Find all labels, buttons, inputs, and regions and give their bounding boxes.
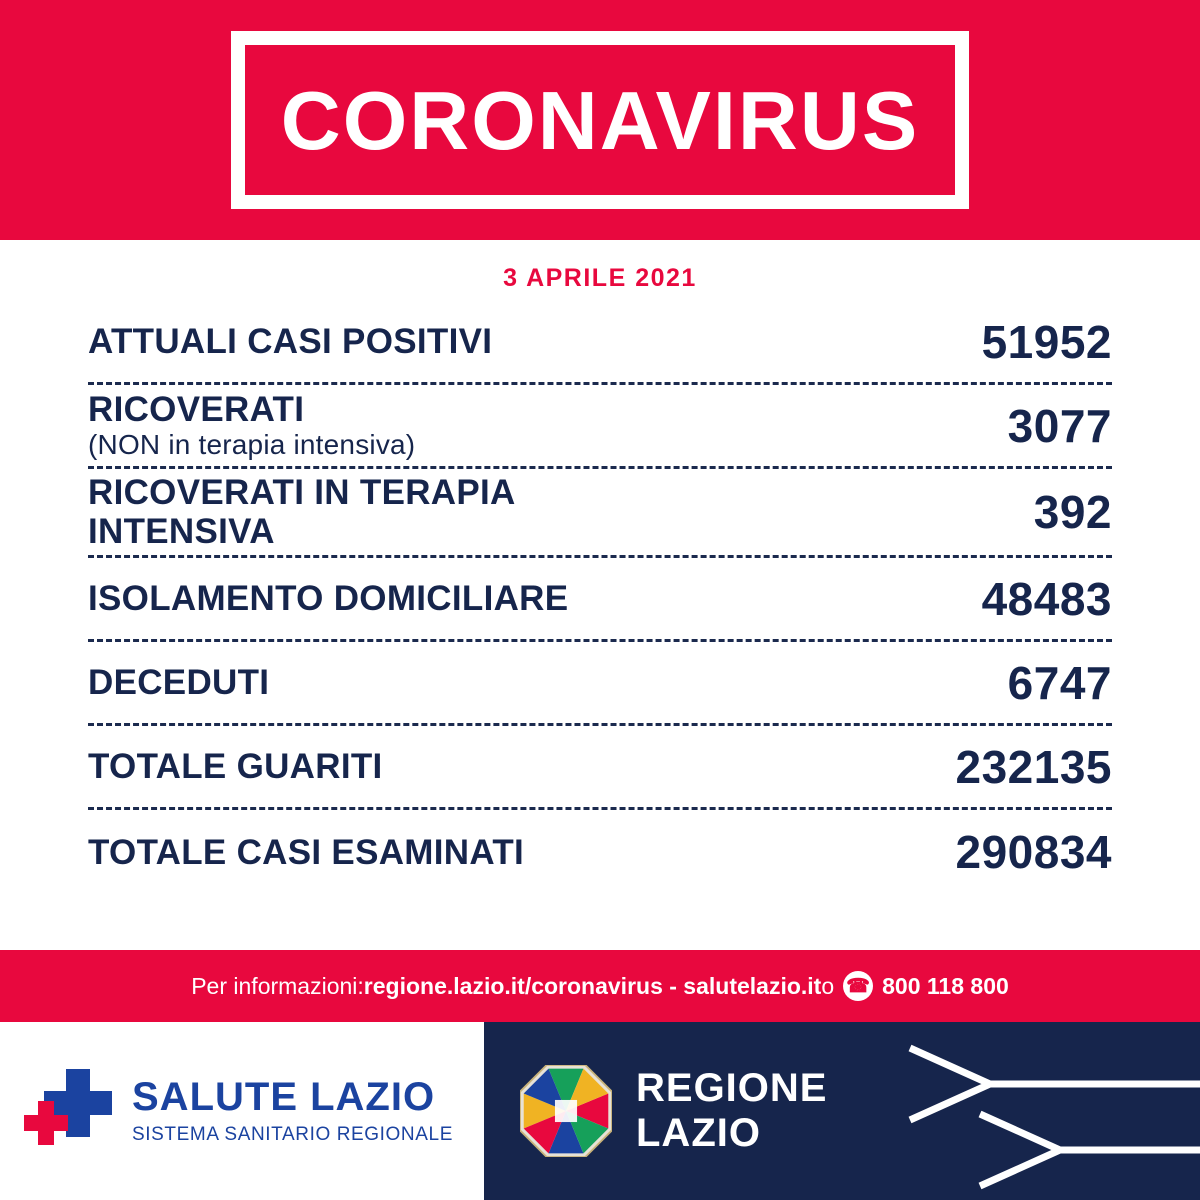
stat-label: TOTALE CASI ESAMINATI: [88, 832, 525, 872]
regione-line-1: REGIONE: [636, 1066, 828, 1111]
stat-value: 6747: [1007, 656, 1112, 709]
page-title: CORONAVIRUS: [280, 73, 920, 167]
stat-value: 290834: [955, 826, 1112, 879]
regione-lazio-emblem-icon: [520, 1065, 612, 1157]
stat-label: ISOLAMENTO DOMICILIARE: [88, 579, 569, 619]
table-row: [88, 642, 1112, 726]
table-row: [88, 469, 1112, 558]
info-bar: [0, 950, 1200, 1022]
table-row: [88, 726, 1112, 810]
table-row: [88, 810, 1112, 894]
stat-label: RICOVERATI IN TERAPIA INTENSIVA: [88, 473, 515, 552]
salute-lazio-title: SALUTE LAZIO: [132, 1075, 436, 1119]
phone-icon: ☎: [843, 971, 873, 1001]
stats-table: [0, 301, 1200, 950]
stat-label: DECEDUTI: [88, 663, 270, 703]
stat-value: 232135: [955, 740, 1112, 793]
stat-value: 51952: [981, 315, 1112, 368]
stat-label: RICOVERATI: [88, 389, 305, 429]
stat-value: 48483: [981, 572, 1112, 625]
poster-header: [0, 0, 1200, 240]
stat-sublabel: (NON in terapia intensiva): [88, 429, 416, 461]
table-row: [88, 385, 1112, 469]
table-row: [88, 558, 1112, 642]
poster-footer: [0, 1022, 1200, 1200]
table-row: [88, 301, 1112, 385]
info-separator: o: [821, 972, 835, 999]
date-row: [0, 240, 1200, 301]
regione-lazio-block: [484, 1022, 1200, 1200]
header-frame: [231, 31, 969, 209]
info-prefix: Per informazioni:: [191, 972, 364, 999]
stat-label: ATTUALI CASI POSITIVI: [88, 321, 493, 361]
salute-lazio-block: [0, 1022, 484, 1200]
info-phone-number[interactable]: 800 118 800: [882, 972, 1009, 999]
stat-value: 3077: [1007, 399, 1112, 452]
regione-line-2: LAZIO: [636, 1111, 761, 1155]
chevron-decoration-icon: [870, 1022, 1200, 1200]
stat-value: 392: [1033, 486, 1112, 539]
stat-label: TOTALE GUARITI: [88, 747, 383, 787]
report-date: 3 APRILE 2021: [503, 264, 697, 292]
salute-lazio-subtitle: SISTEMA SANITARIO REGIONALE: [132, 1124, 453, 1145]
info-links[interactable]: regione.lazio.it/coronavirus - salutelazio.it: [363, 972, 822, 999]
health-cross-icon: [18, 1063, 114, 1159]
